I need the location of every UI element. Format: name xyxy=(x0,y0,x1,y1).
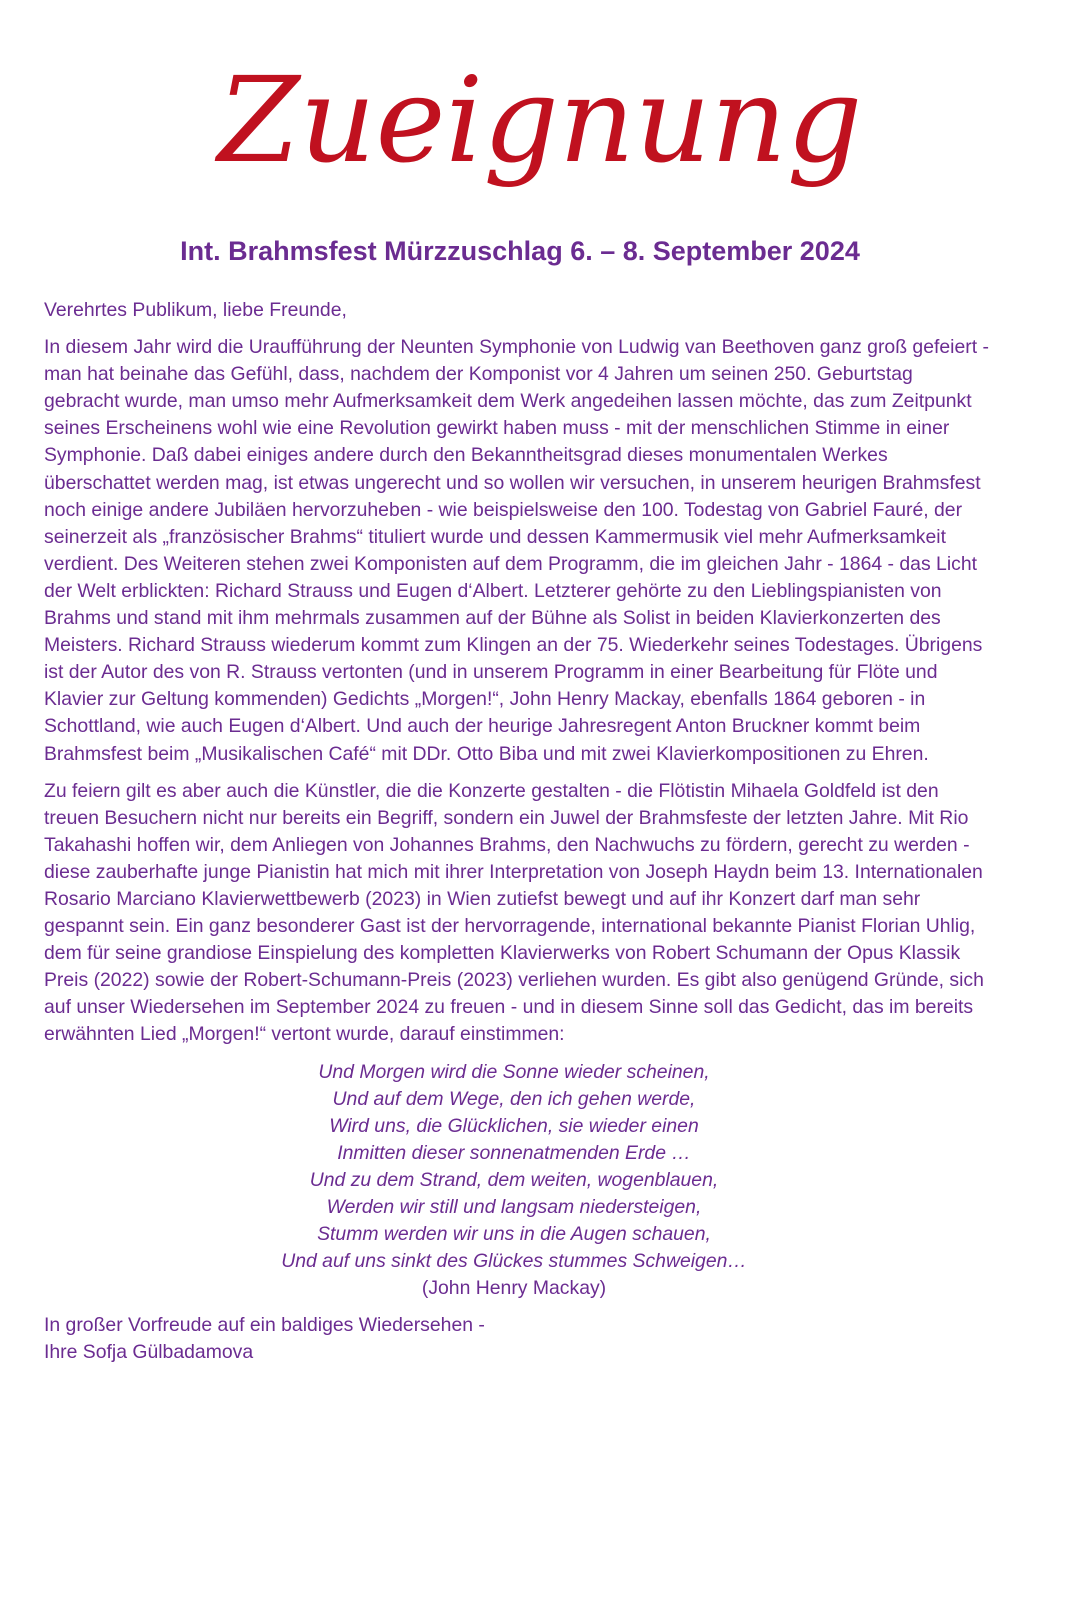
greeting: Verehrtes Publikum, liebe Freunde, xyxy=(44,299,347,321)
poem-line: Und zu dem Strand, dem weiten, wogenblauen, xyxy=(309,1168,719,1191)
poem-line: Inmitten dieser sonnenatmenden Erde … xyxy=(337,1141,691,1164)
poem-line: Und auf dem Wege, den ich gehen werde, xyxy=(332,1087,696,1110)
poem-line: Und auf uns sinkt des Glückes stummes Schweigen… xyxy=(281,1250,747,1273)
title-block xyxy=(0,38,1080,218)
poem xyxy=(44,1059,984,1303)
page-title: Zueignung xyxy=(217,51,863,189)
paragraph: In diesem Jahr wird die Uraufführung der Neunten Symphonie von Ludwig van Beethoven ganz groß gefeiert - man hat beinahe das Gefühl, dass, nachdem der Komponist vor 4 Jahren um seinen 250. Geburtstag gebracht wurde, man umso mehr Aufmerksamkeit dem Werk angedeihen lassen möchte, das zum Zeitpunkt seines Erscheinens wohl wie eine Revolution gewirkt haben muss - mit der menschlichen Stimme in einer Symphonie. Daß dabei einiges andere durch den Bekanntheitsgrad dieses monumentalen Werkes überschattet werden mag, ist etwas ungerecht und so wollen wir versuchen, in unserem heurigen Brahmsfest noch einige andere Jubiläen hervorzuheben - wie beispielsweise den 100. Todestag von Gabriel Fauré, der seinerzeit als „französischer Brahms“ tituliert wurde und dessen Kammermusik viel mehr Aufmerksamkeit verdient. Des Weiteren stehen zwei Komponisten auf dem Programm, die im gleichen Jahr - 1864 - das Licht der Welt erblickten: Richard Strauss und Eugen d‘Albert. Letzterer gehörte zu den Lieblingspianisten von Brahms und stand mit ihm mehrmals zusammen auf der Bühne als Solist in beiden Klavierkonzerten des Meisters. Richard Strauss wiederum kommt zum Klingen an der 75. Wiederkehr seines Todestages. Übrigens ist der Autor des von R. Strauss vertonten (und in unserem Programm in einer Bearbeitung für Flöte und Klavier zur Geltung kommenden) Gedichts „Morgen!“, John Henry Mackay, ebenfalls 1864 geboren - in Schottland, wie auch Eugen d‘Albert. Und auch der heurige Jahresregent Anton Bruckner kommt beim Brahmsfest beim „Musikalischen Café“ mit DDr. Otto Biba und mit zwei Klavierkompositionen zu Ehren. xyxy=(44,336,989,765)
closing xyxy=(44,1312,992,1366)
poem-line: Stumm werden wir uns in die Augen schauen, xyxy=(317,1223,711,1246)
event-heading: Int. Brahmsfest Mürzzuschlag 6. – 8. September 2024 xyxy=(180,236,860,266)
signature: Ihre Sofja Gülbadamova xyxy=(44,1341,254,1364)
poem-author: (John Henry Mackay) xyxy=(421,1277,607,1300)
paragraph: Zu feiern gilt es aber auch die Künstler, die die Konzerte gestalten - die Flötistin Mihaela Goldfeld ist den treuen Besuchern nicht nur bereits ein Begriff, sondern ein Juwel der Brahmsfeste der letzten Jahre. Mit Rio Takahashi hoffen wir, dem Anliegen von Johannes Brahms, den Nachwuchs zu fördern, gerecht zu werden - diese zauberhafte junge Pianistin hat mich mit ihrer Interpretation von Joseph Haydn beim 13. Internationalen Rosario Marciano Klavierwettbewerb (2023) in Wien zutiefst bewegt und auf ihr Konzert darf man sehr gespannt sein. Ein ganz besonderer Gast ist der hervorragende, international bekannte Pianist Florian Uhlig, dem für seine grandiose Einspielung des kompletten Klavierwerks von Robert Schumann der Opus Klassik Preis (2022) sowie der Robert-Schumann-Preis (2023) verliehen wurden. Es gibt also genügend Gründe, sich auf unser Wiedersehen im September 2024 zu freuen - und in diesem Sinne soll das Gedicht, das im bereits erwähnten Lied „Morgen!“ vertont wurde, darauf einstimmen: xyxy=(44,779,984,1046)
title-script xyxy=(217,43,863,213)
closing-line: In großer Vorfreude auf ein baldiges Wiedersehen - xyxy=(44,1314,485,1337)
poem-line: Wird uns, die Glücklichen, sie wieder einen xyxy=(329,1114,699,1137)
poem-line: Werden wir still und langsam niedersteigen, xyxy=(326,1196,702,1218)
letter-body xyxy=(44,297,992,1367)
poem-line: Und Morgen wird die Sonne wieder scheinen, xyxy=(318,1060,710,1083)
